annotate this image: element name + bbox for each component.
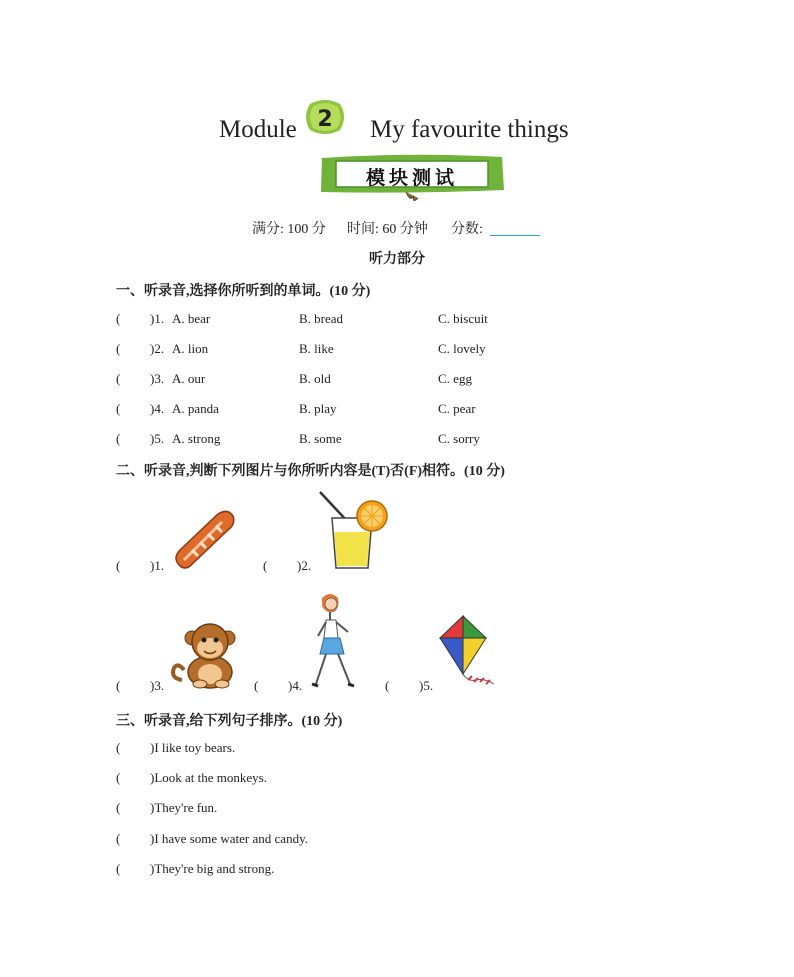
- part2-item-2: ( )2.: [263, 558, 312, 573]
- answer-paren[interactable]: (: [116, 401, 121, 416]
- answer-paren[interactable]: (: [116, 831, 121, 846]
- bread-icon: [170, 506, 236, 572]
- answer-paren[interactable]: (: [116, 678, 121, 693]
- answer-paren[interactable]: (: [116, 431, 121, 446]
- answer-paren[interactable]: (: [116, 558, 121, 573]
- answer-paren[interactable]: (: [385, 678, 390, 693]
- answer-paren[interactable]: (: [116, 800, 121, 815]
- full-score: 满分: 100 分: [252, 222, 326, 237]
- kite-icon: [438, 612, 502, 692]
- module-number-badge: [304, 98, 346, 136]
- answer-paren[interactable]: (: [116, 740, 121, 755]
- page-title: [0, 98, 794, 148]
- answer-paren[interactable]: (: [263, 558, 268, 573]
- part2-item-4: ( )4.: [254, 678, 303, 693]
- part3-title: 三、听录音,给下列句子排序。(10 分): [116, 714, 343, 729]
- answer-paren[interactable]: (: [116, 861, 121, 876]
- part1-title: 一、听录音,选择你所听到的单词。(10 分): [116, 284, 371, 299]
- banner-label: 模块测试: [365, 167, 458, 189]
- walking-girl-icon: [306, 592, 358, 690]
- score-blank[interactable]: [490, 235, 540, 236]
- module-name: My favourite things: [370, 116, 569, 143]
- part2-title: 二、听录音,判断下列图片与你所听内容是(T)否(F)相符。(10 分): [116, 464, 505, 479]
- part2-item-1: ( )1.: [116, 558, 165, 573]
- answer-paren[interactable]: (: [254, 678, 259, 693]
- score-label: 分数:: [451, 222, 483, 237]
- answer-paren[interactable]: (: [116, 770, 121, 785]
- answer-paren[interactable]: (: [116, 311, 121, 326]
- module-word: Module: [219, 116, 297, 143]
- time-limit: 时间: 60 分钟: [347, 222, 428, 237]
- listening-heading: 听力部分: [369, 252, 425, 267]
- juice-glass-icon: [318, 490, 390, 572]
- part2-item-5: ( )5.: [385, 678, 434, 693]
- part2-item-3: ( )3.: [116, 678, 165, 693]
- answer-paren[interactable]: (: [116, 371, 121, 386]
- answer-paren[interactable]: (: [116, 341, 121, 356]
- monkey-icon: [170, 618, 242, 690]
- module-number: 2: [317, 107, 333, 132]
